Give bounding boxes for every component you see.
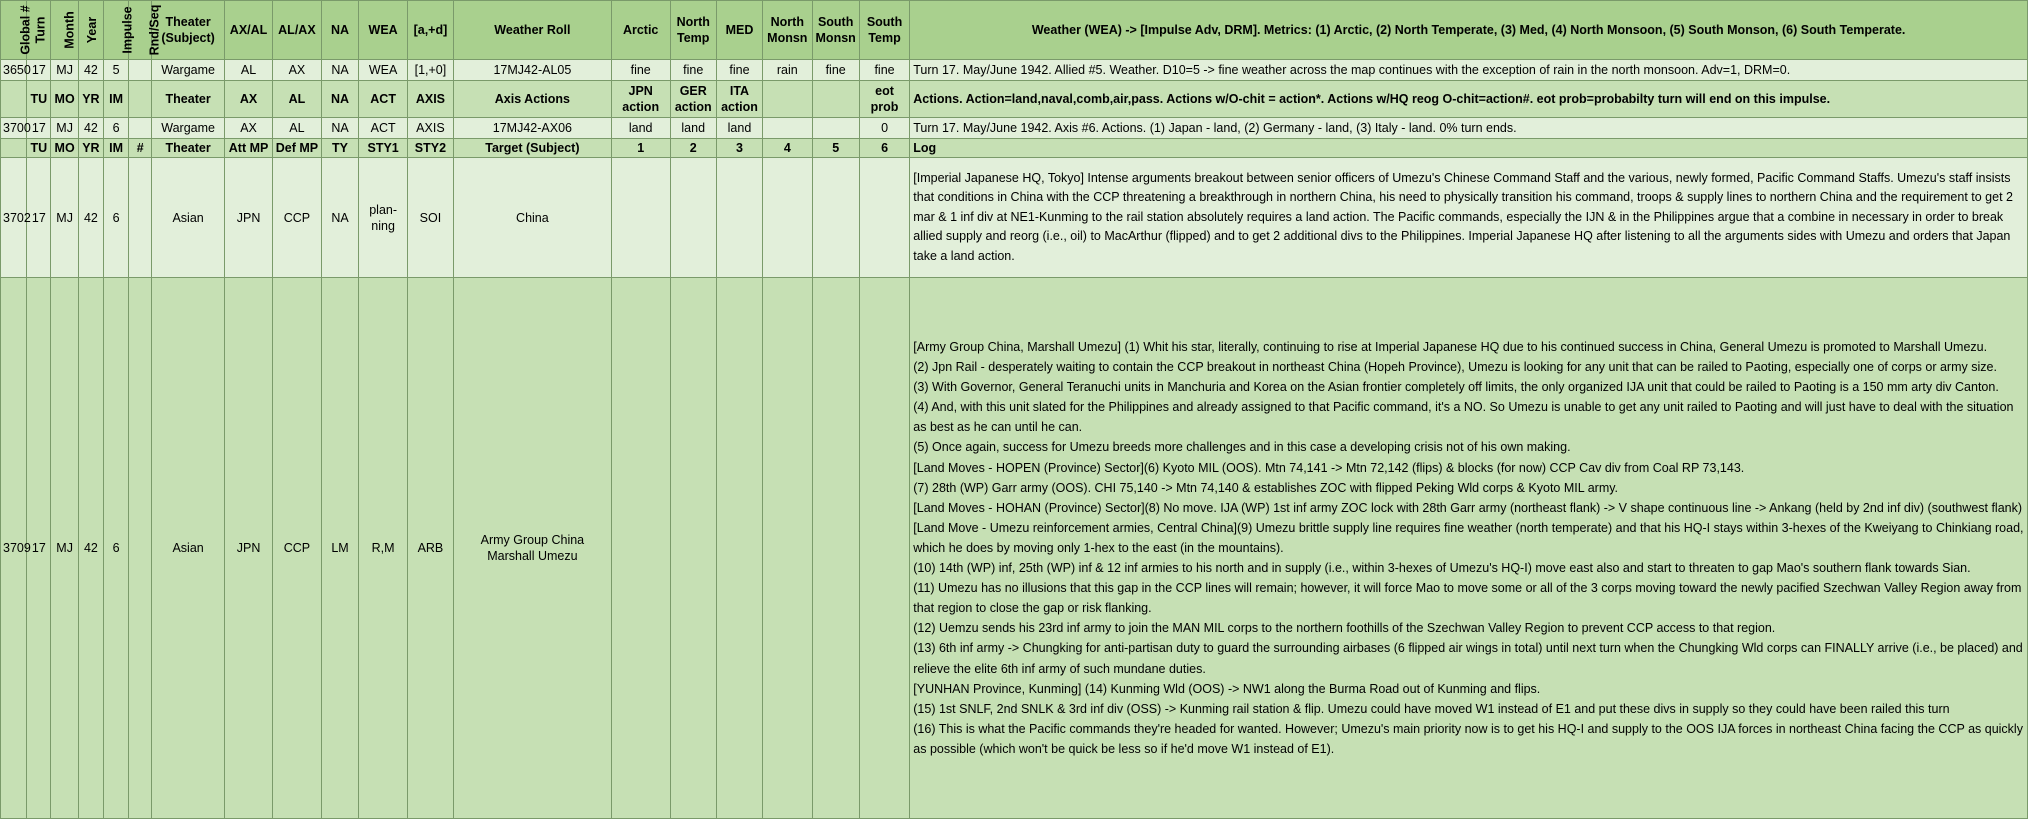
header-cell[interactable]: 2 <box>670 139 716 158</box>
cell[interactable]: ACT <box>359 118 407 139</box>
log-cell[interactable]: [Imperial Japanese HQ, Tokyo] Intense arguments breakout between senior officers of Umezu's Chinese Command Staff and the various, newly formed, Pacific Command Staffs. Umezu's staff insists that conditions in China with the CCP threatening a breakthrough in northern China, his need to physically transition his command, troops & supply lines to northern China and the requirement to get 2 mar & 1 inf div at NE1-Kunming to the rail station absolutely requires a land action. The Pacific commands, especially the IJN & in the Philippines argue that a combine in necessary in order to break allied supply and reorg (i.e., oil) to MacArthur (flipped) and to get 2 additional divs to the Philippines. Imperial Japanese HQ after listening to all the arguments sides with Umezu and orders that Japan take a land action. <box>910 158 2028 278</box>
header-cell[interactable] <box>1 139 27 158</box>
log-line: (4) And, with this unit slated for the Philippines and already assigned to that Pacific command, it's a NO. So Umezu is unable to get any unit railed to Paoting and will just have to deal with the situation as best as he can until he can. <box>913 400 2014 435</box>
cell[interactable]: NA <box>321 60 359 81</box>
header-cell-weather[interactable]: Weather (WEA) -> [Impulse Adv, DRM]. Metrics: (1) Arctic, (2) North Temperate, (3) Med, (4) North Monsoon, (5) South Monson, (6) South Temperate. <box>910 1 2028 60</box>
header-cell[interactable]: Theater (Subject) <box>152 1 225 60</box>
log-line: (3) With Governor, General Teranuchi units in Manchuria and Korea on the Asian frontier completely off limits, the only organized IJA unit that could be railed to Paoting is a 150 mm arty div Canton. <box>913 380 1999 395</box>
cell[interactable]: 3700 <box>1 118 27 139</box>
cell[interactable]: 5 <box>104 60 129 81</box>
header-cell[interactable]: Global # <box>1 1 27 60</box>
cell[interactable]: JPN <box>224 158 272 278</box>
data-row-3700 <box>1 118 2028 139</box>
cell[interactable]: MJ <box>51 158 78 278</box>
cell[interactable]: 3709 <box>1 278 27 819</box>
cell[interactable] <box>763 118 812 139</box>
cell[interactable]: 17 <box>27 278 51 819</box>
cell[interactable]: plan-ning <box>359 158 407 278</box>
header-row-log <box>1 139 2028 158</box>
cell[interactable]: fine <box>670 60 716 81</box>
log-line: (10) 14th (WP) inf, 25th (WP) inf & 12 inf armies to his north and in supply (i.e., within 3-hexes of Umezu's HQ-I) move east also and start to threaten to gap Mao's southern flank towards Sian. <box>913 561 1971 576</box>
header-cell[interactable]: 4 <box>763 139 812 158</box>
cell[interactable] <box>129 278 152 819</box>
log-line: (2) Jpn Rail - desperately waiting to contain the CCP breakout in northeast China (Hopeh Province), Umezu is looking for any unit that can be railed to Paoting, especially one of corps or army size. <box>913 360 1997 375</box>
cell[interactable] <box>812 118 859 139</box>
header-cell[interactable]: Rnd/Seq <box>129 1 152 60</box>
cell[interactable] <box>670 278 716 819</box>
cell[interactable]: fine <box>611 60 670 81</box>
cell[interactable]: China <box>454 158 612 278</box>
cell[interactable]: 6 <box>104 118 129 139</box>
log-line: (5) Once again, success for Umezu breeds more challenges and in this case a developing crisis not of his own making. <box>913 440 1571 455</box>
cell[interactable]: 17MJ42-AL05 <box>454 60 612 81</box>
log-line: (7) 28th (WP) Garr army (OOS). CHI 75,140 -> Mtn 74,140 & establishes ZOC with flipped Peking Wld corps & Kyoto MIL army. <box>913 480 1619 495</box>
cell[interactable]: NA <box>321 158 359 278</box>
cell[interactable]: Wargame <box>152 60 225 81</box>
cell[interactable] <box>129 118 152 139</box>
cell[interactable] <box>611 158 670 278</box>
cell[interactable]: 17 <box>27 158 51 278</box>
log-line: (12) Uemzu sends his 23rd inf army to join the MAN MIL corps to the northern foothills of the Szechwan Valley Region to prevent CCP access to that region. <box>913 621 1776 636</box>
header-cell[interactable]: AX/AL <box>224 1 272 60</box>
cell[interactable]: AX <box>224 118 272 139</box>
header-cell[interactable]: Att MP <box>224 139 272 158</box>
cell[interactable]: 42 <box>78 60 103 81</box>
log-line: [YUNHAN Province, Kunming] (14) Kunming Wld (OOS) -> NW1 along the Burma Road out of Kunming and flips. <box>913 681 1541 696</box>
cell[interactable]: 6 <box>104 278 129 819</box>
cell[interactable] <box>716 158 762 278</box>
header-cell[interactable]: Axis Actions <box>454 81 612 118</box>
cell[interactable] <box>859 278 909 819</box>
header-cell[interactable]: TU <box>27 81 51 118</box>
header-cell[interactable]: Theater <box>152 81 225 118</box>
cell[interactable]: 17MJ42-AX06 <box>454 118 612 139</box>
cell[interactable]: 0 <box>859 118 909 139</box>
cell[interactable]: SOI <box>407 158 453 278</box>
cell[interactable]: Asian <box>152 158 225 278</box>
cell[interactable]: CCP <box>273 278 321 819</box>
header-cell[interactable]: eot prob <box>859 81 909 118</box>
cell[interactable]: Army Group China Marshall Umezu <box>454 278 612 819</box>
cell[interactable]: land <box>611 118 670 139</box>
header-cell[interactable]: Def MP <box>273 139 321 158</box>
header-cell[interactable]: Month <box>51 1 78 60</box>
cell[interactable]: MJ <box>51 60 78 81</box>
cell[interactable]: fine <box>859 60 909 81</box>
header-cell[interactable]: STY2 <box>407 139 453 158</box>
header-cell[interactable]: WEA <box>359 1 407 60</box>
cell[interactable]: 3702 <box>1 158 27 278</box>
header-row-main <box>1 1 2028 60</box>
header-cell[interactable] <box>763 81 812 118</box>
cell[interactable]: AXIS <box>407 118 453 139</box>
cell[interactable] <box>716 278 762 819</box>
log-line: (16) This is what the Pacific commands they're headed for wanted. However; Umezu's main priority now is to get his HQ-I and supply to the OOS IJA forces in northeast China facing the CCP as quickly as possible (which won't be quick be less so if he'd move W1 instead of E1). <box>913 721 2023 756</box>
header-cell[interactable]: JPN action <box>611 81 670 118</box>
cell[interactable]: 17 <box>27 118 51 139</box>
log-line: [Land Moves - HOPEN (Province) Sector](6) Kyoto MIL (OOS). Mtn 74,141 -> Mtn 72,142 (flips) & blocks (for now) CCP Cav div from Coal RP 73,143. <box>913 460 1745 475</box>
cell[interactable]: R,M <box>359 278 407 819</box>
cell[interactable]: 42 <box>78 158 103 278</box>
cell[interactable]: MJ <box>51 118 78 139</box>
log-cell[interactable]: Turn 17. May/June 1942. Allied #5. Weather. D10=5 -> fine weather across the map continues with the exception of rain in the north monsoon. Adv=1, DRM=0. <box>910 60 2028 81</box>
log-cell[interactable] <box>910 278 2028 819</box>
header-cell[interactable]: IM <box>104 139 129 158</box>
header-cell[interactable]: MED <box>716 1 762 60</box>
cell[interactable]: 42 <box>78 278 103 819</box>
header-cell-log[interactable]: Log <box>910 139 2028 158</box>
header-cell-actions-note[interactable]: Actions. Action=land,naval,comb,air,pass. Actions w/O-chit = action*. Actions w/HQ reog O-chit=action#. eot prob=probabilty turn will end on this impulse. <box>910 81 2028 118</box>
header-cell[interactable]: North Monsn <box>763 1 812 60</box>
header-cell[interactable]: Target (Subject) <box>454 139 612 158</box>
cell[interactable] <box>763 278 812 819</box>
cell[interactable]: land <box>716 118 762 139</box>
header-cell[interactable]: Impulse <box>104 1 129 60</box>
header-cell[interactable]: Arctic <box>611 1 670 60</box>
data-row-3709 <box>1 278 2028 819</box>
header-cell[interactable]: Year <box>78 1 103 60</box>
header-cell[interactable]: MO <box>51 139 78 158</box>
cell[interactable]: MJ <box>51 278 78 819</box>
header-cell[interactable]: AX <box>224 81 272 118</box>
cell[interactable]: [1,+0] <box>407 60 453 81</box>
header-cell[interactable]: South Monsn <box>812 1 859 60</box>
cell[interactable] <box>611 278 670 819</box>
header-cell[interactable]: TU <box>27 139 51 158</box>
header-cell[interactable]: 1 <box>611 139 670 158</box>
log-line: (15) 1st SNLF, 2nd SNLK & 3rd inf div (OSS) -> Kunming rail station & flip. Umezu could have moved W1 instead of E1 and put these divs in supply so they could have been railed this turn <box>913 701 1950 716</box>
cell[interactable]: 3650 <box>1 60 27 81</box>
header-cell[interactable]: ACT <box>359 81 407 118</box>
log-cell[interactable]: Turn 17. May/June 1942. Axis #6. Actions. (1) Japan - land, (2) Germany - land, (3) Italy - land. 0% turn ends. <box>910 118 2028 139</box>
header-cell[interactable]: Weather Roll <box>454 1 612 60</box>
header-cell[interactable]: North Temp <box>670 1 716 60</box>
cell[interactable]: land <box>670 118 716 139</box>
cell[interactable] <box>812 158 859 278</box>
header-cell[interactable]: MO <box>51 81 78 118</box>
cell[interactable]: JPN <box>224 278 272 819</box>
cell[interactable]: AX <box>273 60 321 81</box>
data-row-3702 <box>1 158 2028 278</box>
header-cell[interactable]: AL/AX <box>273 1 321 60</box>
header-cell[interactable]: YR <box>78 139 103 158</box>
header-cell[interactable]: GER action <box>670 81 716 118</box>
cell[interactable] <box>670 158 716 278</box>
cell[interactable]: 17 <box>27 60 51 81</box>
cell[interactable]: Wargame <box>152 118 225 139</box>
cell[interactable]: AL <box>224 60 272 81</box>
header-cell[interactable]: STY1 <box>359 139 407 158</box>
log-line: (11) Umezu has no illusions that this gap in the CCP lines will remain; however, it will force Mao to move some or all of the 3 corps moving toward the newly pacified Szechwan Valley Region away from that region to close the gap or risk flanking. <box>913 581 2022 616</box>
cell[interactable]: CCP <box>273 158 321 278</box>
cell[interactable]: AL <box>273 118 321 139</box>
cell[interactable] <box>812 278 859 819</box>
header-cell[interactable]: AXIS <box>407 81 453 118</box>
cell[interactable]: rain <box>763 60 812 81</box>
data-row-3650 <box>1 60 2028 81</box>
cell[interactable]: 6 <box>104 158 129 278</box>
cell[interactable]: LM <box>321 278 359 819</box>
cell[interactable]: Asian <box>152 278 225 819</box>
cell[interactable] <box>129 60 152 81</box>
header-cell[interactable]: 3 <box>716 139 762 158</box>
cell[interactable] <box>129 158 152 278</box>
cell[interactable]: NA <box>321 118 359 139</box>
header-cell[interactable] <box>812 81 859 118</box>
header-cell[interactable] <box>129 81 152 118</box>
cell[interactable]: 42 <box>78 118 103 139</box>
header-cell[interactable]: AL <box>273 81 321 118</box>
header-cell[interactable]: [a,+d] <box>407 1 453 60</box>
header-cell[interactable]: YR <box>78 81 103 118</box>
log-line: [Land Moves - HOHAN (Province) Sector](8) No move. IJA (WP) 1st inf army ZOC lock with 28th Garr army (northeast flank) -> V shape continuous line -> Ankang (held by 2nd inf div) (southwest flank) <box>913 500 2023 515</box>
cell[interactable] <box>859 158 909 278</box>
header-cell[interactable]: NA <box>321 1 359 60</box>
header-cell[interactable]: NA <box>321 81 359 118</box>
log-line: [Army Group China, Marshall Umezu] (1) Whit his star, literally, continuing to rise at Imperial Japanese HQ due to his continued success in China, General Umezu is promoted to Marshall Umezu. <box>913 340 1988 355</box>
cell[interactable]: fine <box>716 60 762 81</box>
header-cell[interactable]: ITA action <box>716 81 762 118</box>
log-line: [Land Move - Umezu reinforcement armies, Central China](9) Umezu brittle supply line requires fine weather (north temperate) and that his HQ-I stays within 3-hexes of the Kweiyang to Chinkiang road, which he does by moving only 1-hex to the east (in the mountains). <box>913 520 2024 555</box>
header-cell[interactable]: 6 <box>859 139 909 158</box>
cell[interactable]: WEA <box>359 60 407 81</box>
header-cell[interactable]: IM <box>104 81 129 118</box>
header-cell[interactable] <box>1 81 27 118</box>
header-cell[interactable]: # <box>129 139 152 158</box>
header-cell[interactable]: South Temp <box>859 1 909 60</box>
header-cell[interactable]: Theater <box>152 139 225 158</box>
header-cell[interactable]: 5 <box>812 139 859 158</box>
header-row-actions <box>1 81 2028 118</box>
header-cell[interactable]: Turn <box>27 1 51 60</box>
cell[interactable]: ARB <box>407 278 453 819</box>
log-line: (13) 6th inf army -> Chungking for anti-partisan duty to guard the surrounding airbases (6 flipped air wings in total) until next turn when the Chungking Wld corps can FINALLY arrive (i.e., be placed) and relieve the elite 6th inf army of such mundane duties. <box>913 641 2023 676</box>
header-cell[interactable]: TY <box>321 139 359 158</box>
cell[interactable] <box>763 158 812 278</box>
cell[interactable]: fine <box>812 60 859 81</box>
